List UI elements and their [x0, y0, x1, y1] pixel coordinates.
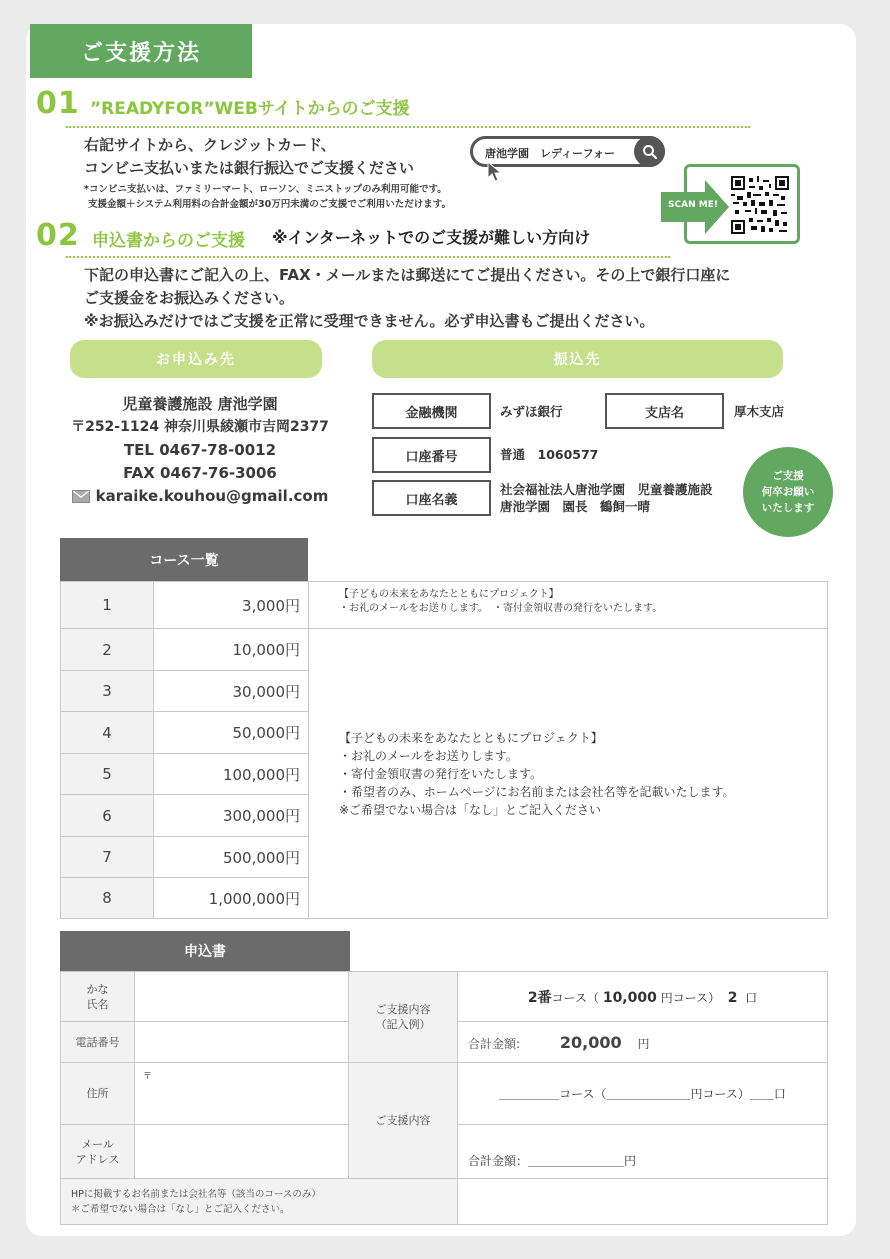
section1-notes — [84, 182, 451, 212]
desc-small-line: 【子どもの未来をあなたとともにプロジェクト】 — [339, 589, 559, 600]
example-label-cell — [349, 972, 458, 1063]
table-row — [61, 629, 828, 671]
badge-line2: 何卒お願い — [761, 486, 815, 498]
table-row — [61, 972, 828, 1022]
cursor-icon — [486, 160, 506, 184]
example-units: 2 — [727, 989, 738, 1006]
section2-title: 申込書からのご支援 — [92, 231, 245, 251]
section2-divider — [66, 256, 670, 258]
section1-line1: 右記サイトから、クレジットカード、 — [84, 136, 336, 154]
email-label-cell — [61, 1125, 135, 1179]
contact-name: 児童養護施設 唐池学園 — [122, 395, 278, 413]
institution-label: 金融機関 — [372, 393, 491, 429]
mail-icon — [72, 490, 90, 503]
table-row — [61, 1179, 828, 1225]
application-form — [60, 971, 828, 1225]
account-no-label: 口座番号 — [372, 437, 491, 473]
example-total-label: 合計金額: — [468, 1036, 521, 1051]
search-icon[interactable] — [634, 136, 665, 167]
example-course-amount: 10,000 — [602, 989, 657, 1006]
qr-code-icon — [731, 176, 789, 234]
course-description-small — [309, 582, 828, 629]
example-unit-label: 口 — [745, 990, 758, 1005]
form-heading: 申込書 — [60, 931, 350, 971]
account-name-label: 口座名義 — [372, 480, 491, 516]
desc-large-line: ・希望者のみ、ホームページにお名前または会社名等を記載いたします。 — [339, 784, 735, 799]
course-amount: 3,000円 — [154, 582, 309, 629]
address-label: 住所 — [61, 1063, 135, 1125]
course-number: 2 — [61, 629, 154, 671]
course-number: 3 — [61, 671, 154, 712]
email-field[interactable] — [135, 1125, 349, 1179]
branch-label: 支店名 — [605, 393, 724, 429]
name-field[interactable] — [135, 972, 349, 1022]
name-label: 氏名 — [86, 997, 109, 1011]
postal-mark: 〒 — [143, 1072, 153, 1082]
address-field[interactable] — [135, 1063, 349, 1125]
course-amount: 500,000円 — [154, 837, 309, 878]
section1-line2: コンビニ支払いまたは銀行振込でご支援ください — [84, 159, 415, 177]
phone-field[interactable] — [135, 1022, 349, 1063]
email-label-2: アドレス — [75, 1152, 120, 1166]
course-number: 5 — [61, 754, 154, 795]
support-label: ご支援内容 — [349, 1063, 458, 1179]
desc-large-line: ・お礼のメールをお送りします。 — [339, 748, 518, 763]
hp-note-cell — [61, 1179, 458, 1225]
course-amount: 100,000円 — [154, 754, 309, 795]
contact-tel: TEL 0467-78-0012 — [123, 441, 277, 459]
course-amount: 1,000,000円 — [154, 878, 309, 919]
course-list-heading: コース一覧 — [60, 538, 308, 581]
example-course-no: 2番 — [527, 989, 552, 1006]
course-amount: 30,000円 — [154, 671, 309, 712]
desc-large-line: ※ご希望でない場合は「なし」とご記入ください — [339, 802, 602, 817]
desc-large-line: ・寄付金領収書の発行をいたします。 — [339, 766, 543, 781]
course-number: 7 — [61, 837, 154, 878]
contact-fax: FAX 0467-76-3006 — [123, 464, 277, 482]
section2-line1: 下記の申込書にご記入の上、FAX・メールまたは郵送にてご提出ください。その上で銀行口座に — [84, 266, 731, 284]
badge-line3: いたします — [761, 502, 815, 514]
example-total-yen: 円 — [637, 1036, 650, 1051]
example-course-cell — [458, 972, 828, 1022]
section1-divider — [66, 126, 750, 128]
institution-value: みずほ銀行 — [500, 404, 563, 419]
section2-number: 02 — [36, 218, 80, 253]
section1-note1: *コンビニ支払いは、ファミリーマート、ローソン、ミニストップのみ利用可能です。 — [84, 184, 447, 195]
bank-pill: 振込先 — [372, 340, 783, 378]
course-description-large — [309, 629, 828, 919]
branch-value: 厚木支店 — [734, 404, 785, 419]
section1-text — [84, 134, 414, 180]
page-title: ご支援方法 — [30, 24, 252, 78]
contact-email[interactable]: karaike.kouhou@gmail.com — [95, 487, 329, 505]
support-course-field[interactable]: ＿＿＿＿＿コース（＿＿＿＿＿＿＿円コース）＿＿口 — [458, 1063, 828, 1125]
hp-note-2: ＊ご希望でない場合は「なし」とご記入ください。 — [71, 1203, 290, 1215]
contact-info — [60, 393, 340, 508]
contact-address: 〒252-1124 神奈川県綾瀬市吉岡2377 — [71, 419, 329, 435]
section2-line2: ご支援金をお振込みください。 — [84, 289, 295, 307]
desc-large-line: 【子どもの未来をあなたとともにプロジェクト】 — [339, 730, 603, 745]
course-number: 1 — [61, 582, 154, 629]
example-course-text1: コース（ — [551, 990, 599, 1005]
account-no-value: 普通 1060577 — [500, 447, 599, 462]
badge-line1: ご支援 — [772, 470, 804, 482]
course-amount: 300,000円 — [154, 795, 309, 837]
section1-note2: 支援金額＋システム利用料の合計金額が30万円未満のご支援でご利用いただけます。 — [88, 199, 452, 210]
course-amount: 50,000円 — [154, 712, 309, 754]
contact-email-row — [60, 485, 340, 508]
section2-title-note: ※インターネットでのご支援が難しい方向け — [272, 228, 591, 247]
kana-label: かな — [86, 982, 109, 996]
phone-label: 電話番号 — [61, 1022, 135, 1063]
scan-me-label: SCAN ME! — [668, 200, 718, 210]
course-number: 6 — [61, 795, 154, 837]
support-total-field[interactable]: 合計金額：＿＿＿＿＿＿＿＿円 — [458, 1125, 828, 1179]
account-name-line1: 社会福祉法人唐池学園 児童養護施設 — [500, 482, 713, 497]
section2-line3: ※お振込みだけではご支援を正常に受理できません。必ず申込書もご提出ください。 — [84, 312, 655, 330]
search-text: 唐池学園 レディーフォー — [485, 147, 616, 160]
course-table — [60, 581, 828, 919]
hp-name-field[interactable] — [458, 1179, 828, 1225]
example-total-value: 20,000 — [559, 1032, 622, 1052]
hp-note-1: HPに掲載するお名前または会社名等（該当のコースのみ） — [71, 1188, 321, 1200]
support-badge — [743, 447, 833, 537]
contact-pill: お申込み先 — [70, 340, 322, 378]
account-name-line2: 唐池学園 園長 鶴飼一晴 — [500, 499, 651, 514]
email-label-1: メール — [81, 1137, 114, 1151]
example-total-cell — [458, 1022, 828, 1063]
name-label-cell — [61, 972, 135, 1022]
section1-number: 01 — [36, 86, 80, 121]
example-course-text2: 円コース） — [660, 990, 721, 1005]
section2-text — [84, 264, 730, 333]
section1-title: ”READYFOR”WEBサイトからのご支援 — [90, 99, 410, 119]
course-number: 4 — [61, 712, 154, 754]
example-label-2: （記入例） — [375, 1018, 431, 1031]
course-amount: 10,000円 — [154, 629, 309, 671]
course-number: 8 — [61, 878, 154, 919]
table-row — [61, 1063, 828, 1125]
account-name-value — [500, 481, 713, 515]
desc-small-line: ・お礼のメールをお送りします。 ・寄付金領収書の発行をいたします。 — [339, 603, 663, 614]
example-label-1: ご支援内容 — [375, 1003, 431, 1016]
table-row — [61, 582, 828, 629]
